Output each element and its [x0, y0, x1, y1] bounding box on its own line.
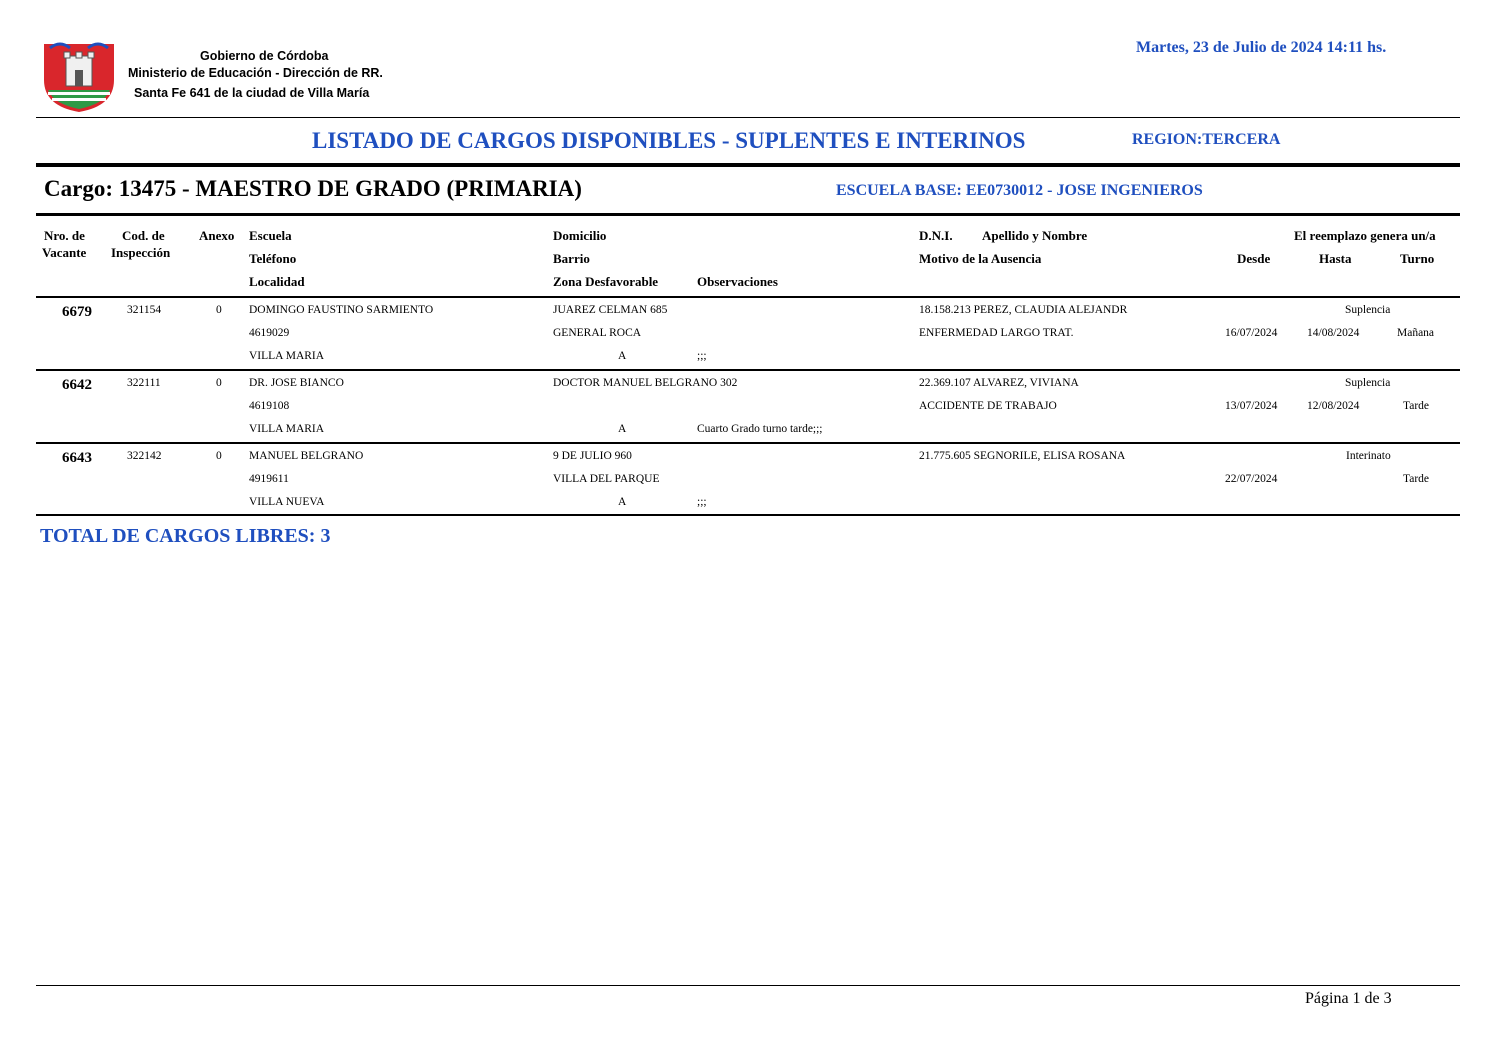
barrio: VILLA DEL PARQUE — [553, 473, 660, 485]
col-dni: D.N.I. — [919, 228, 953, 243]
localidad: VILLA MARIA — [249, 350, 325, 362]
col-telefono: Teléfono — [249, 251, 297, 266]
col-escuela: Escuela — [249, 228, 292, 243]
turno: Mañana — [1397, 327, 1435, 339]
zona: A — [618, 496, 627, 508]
title-divider — [36, 163, 1460, 167]
col-turno: Turno — [1400, 251, 1435, 266]
turno: Tarde — [1403, 473, 1430, 485]
header-divider — [36, 117, 1460, 118]
col-apellido: Apellido y Nombre — [982, 228, 1088, 243]
col-zona: Zona Desfavorable — [553, 274, 659, 289]
reemplazo-tipo: Suplencia — [1345, 377, 1391, 389]
anexo: 0 — [216, 377, 222, 389]
desde: 16/07/2024 — [1225, 327, 1278, 339]
telefono: 4919611 — [249, 473, 289, 485]
cargo-divider — [36, 213, 1460, 216]
col-observaciones: Observaciones — [697, 274, 778, 289]
page-number: Página 1 de 3 — [1305, 990, 1392, 1007]
motivo: ACCIDENTE DE TRABAJO — [919, 400, 1057, 412]
col-desde: Desde — [1237, 251, 1271, 266]
domicilio: DOCTOR MANUEL BELGRANO 302 — [553, 377, 738, 389]
desde: 22/07/2024 — [1225, 473, 1278, 485]
telefono: 4619029 — [249, 327, 290, 339]
domicilio: JUAREZ CELMAN 685 — [553, 304, 668, 316]
hasta: 12/08/2024 — [1307, 400, 1360, 412]
telefono: 4619108 — [249, 400, 290, 412]
observaciones: Cuarto Grado turno tarde;;; — [697, 423, 823, 435]
col-barrio: Barrio — [553, 251, 590, 266]
anexo: 0 — [216, 304, 222, 316]
cod-inspeccion: 322111 — [127, 377, 161, 389]
col-cod-2: Inspección — [111, 245, 171, 260]
row-divider — [36, 442, 1460, 444]
cod-inspeccion: 321154 — [127, 304, 162, 316]
province-coat-of-arms-logo — [40, 36, 118, 114]
col-reemplazo: El reemplazo genera un/a — [1294, 228, 1436, 243]
ministry-name: Ministerio de Educación - Dirección de RR. — [128, 66, 383, 80]
turno: Tarde — [1403, 400, 1430, 412]
report-datetime: Martes, 23 de Julio de 2024 14:11 hs. — [1136, 39, 1387, 56]
col-localidad: Localidad — [249, 274, 305, 289]
barrio: GENERAL ROCA — [553, 327, 642, 339]
reemplazo-tipo: Interinato — [1346, 450, 1391, 462]
footer-divider — [36, 985, 1460, 986]
zona: A — [618, 423, 627, 435]
motivo: ENFERMEDAD LARGO TRAT. — [919, 327, 1074, 339]
desde: 13/07/2024 — [1225, 400, 1278, 412]
report-title: LISTADO DE CARGOS DISPONIBLES - SUPLENTES E INTERINOS — [312, 128, 1026, 153]
header-bottom-rule — [36, 296, 1460, 298]
cod-inspeccion: 322142 — [127, 450, 162, 462]
observaciones: ;;; — [697, 350, 707, 362]
col-motivo: Motivo de la Ausencia — [919, 251, 1042, 266]
ministry-address: Santa Fe 641 de la ciudad de Villa María — [134, 86, 370, 100]
observaciones: ;;; — [697, 496, 707, 508]
col-hasta: Hasta — [1319, 251, 1352, 266]
hasta: 14/08/2024 — [1307, 327, 1360, 339]
dni-nombre: 21.775.605 SEGNORILE, ELISA ROSANA — [919, 450, 1126, 462]
escuela: MANUEL BELGRANO — [249, 450, 364, 462]
vacante-number: 6642 — [62, 377, 92, 393]
escuela: DR. JOSE BIANCO — [249, 377, 344, 389]
total-cargos: TOTAL DE CARGOS LIBRES: 3 — [40, 525, 331, 547]
localidad: VILLA NUEVA — [249, 496, 325, 508]
col-anexo: Anexo — [199, 228, 235, 243]
row-divider — [36, 369, 1460, 371]
table-bottom-rule — [36, 514, 1460, 516]
dni-nombre: 18.158.213 PEREZ, CLAUDIA ALEJANDR — [919, 304, 1128, 316]
col-nro-1: Nro. de — [44, 228, 85, 243]
localidad: VILLA MARIA — [249, 423, 325, 435]
zona: A — [618, 350, 627, 362]
dni-nombre: 22.369.107 ALVAREZ, VIVIANA — [919, 377, 1079, 389]
vacante-number: 6643 — [62, 450, 92, 466]
escuela-base: ESCUELA BASE: EE0730012 - JOSE INGENIEROS — [836, 182, 1203, 199]
escuela: DOMINGO FAUSTINO SARMIENTO — [249, 304, 434, 316]
col-nro-2: Vacante — [42, 245, 87, 260]
region-label: REGION:TERCERA — [1132, 131, 1281, 148]
anexo: 0 — [216, 450, 222, 462]
reemplazo-tipo: Suplencia — [1345, 304, 1391, 316]
gov-name: Gobierno de Córdoba — [200, 49, 329, 63]
vacante-number: 6679 — [62, 304, 92, 320]
col-cod-1: Cod. de — [122, 228, 165, 243]
cargo-label: Cargo: 13475 - MAESTRO DE GRADO (PRIMARIA) — [44, 176, 582, 201]
col-domicilio: Domicilio — [553, 228, 607, 243]
domicilio: 9 DE JULIO 960 — [553, 450, 632, 462]
